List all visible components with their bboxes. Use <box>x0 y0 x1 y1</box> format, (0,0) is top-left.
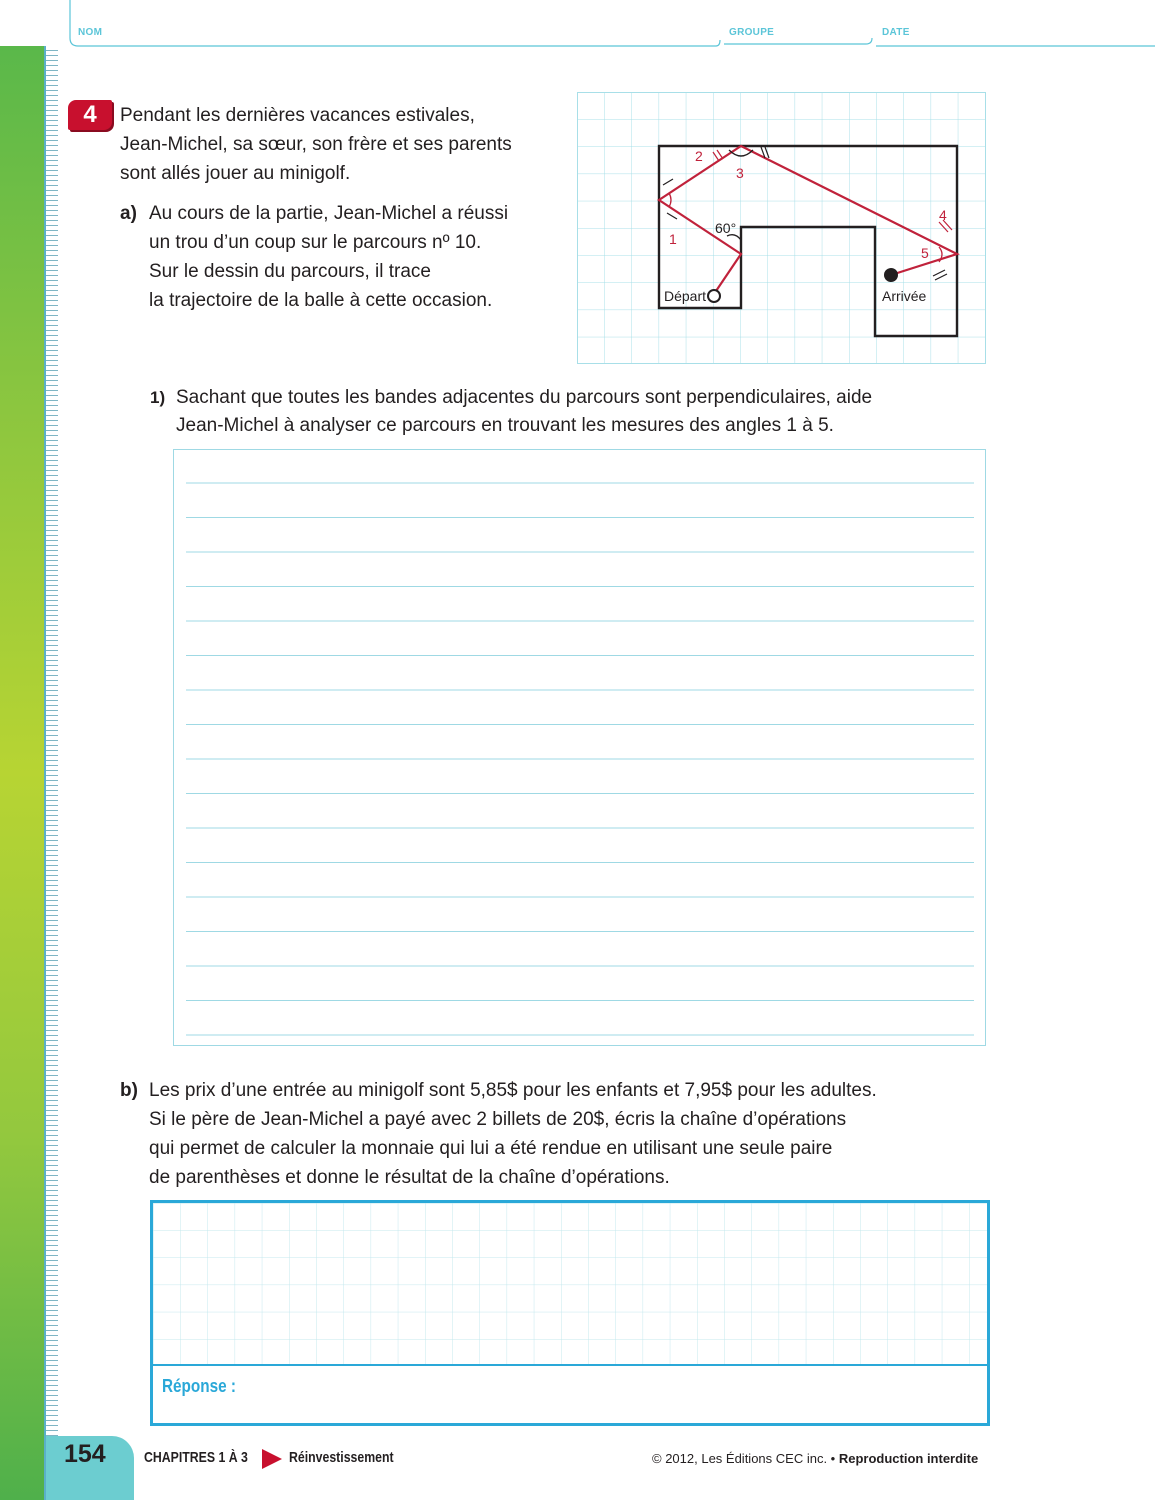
part-b-line: de parenthèses et donne le résultat de la chaîne d’opérations. <box>149 1167 670 1188</box>
start-hole-icon <box>708 290 720 302</box>
groupe-label: GROUPE <box>729 27 775 38</box>
nom-label: NOM <box>78 27 103 38</box>
part-a-label: a) <box>120 203 137 224</box>
question-1-line: Sachant que toutes les bandes adjacentes du parcours sont perpendiculaires, aide <box>176 387 873 408</box>
question-1-label: 1) <box>150 388 166 407</box>
part-a-line: un trou d’un coup sur le parcours nº 10. <box>149 232 482 253</box>
end-label: Arrivée <box>882 288 927 304</box>
date-label: DATE <box>882 27 910 38</box>
angle-label-1: 1 <box>669 231 677 247</box>
intro-line: sont allés jouer au minigolf. <box>120 163 351 184</box>
ruled-lines <box>174 450 984 1044</box>
angle-label-4: 4 <box>939 207 947 223</box>
intro-line: Pendant les dernières vacances estivales, <box>120 105 475 126</box>
page-number: 154 <box>64 1440 106 1468</box>
angle-label-2: 2 <box>695 148 703 164</box>
intro-line: Jean-Michel, sa sœur, son frère et ses parents <box>120 134 512 155</box>
response-label: Réponse : <box>162 1376 236 1396</box>
response-divider <box>153 1364 987 1366</box>
answer-area[interactable] <box>173 449 986 1046</box>
footer-section: Réinvestissement <box>289 1449 394 1466</box>
angle-given-label: 60° <box>715 220 737 236</box>
start-label: Départ <box>664 288 707 304</box>
part-a-line: la trajectoire de la balle à cette occasion. <box>149 290 493 311</box>
part-b-line: Si le père de Jean-Michel a payé avec 2 billets de 20$, écris la chaîne d’opérations <box>149 1109 847 1130</box>
copyright: © 2012, Les Éditions CEC inc. • Reproduction interdite <box>652 1451 979 1466</box>
problem-number-badge: 4 <box>68 100 112 130</box>
angle-label-3: 3 <box>736 165 744 181</box>
part-b-line: Les prix d’une entrée au minigolf sont 5,85$ pour les enfants et 7,95$ pour les adultes. <box>149 1080 877 1101</box>
calc-grid <box>153 1203 987 1365</box>
footer-chapter: CHAPITRES 1 À 3 <box>144 1449 248 1466</box>
part-b-line: qui permet de calculer la monnaie qui lui a été rendue en utilisant une seule paire <box>149 1138 833 1159</box>
binder-edge <box>44 46 58 1500</box>
question-1-line: Jean-Michel à analyser ce parcours en trouvant les mesures des angles 1 à 5. <box>176 415 834 436</box>
minigolf-course-diagram <box>577 92 986 364</box>
binder-spine <box>0 46 46 1500</box>
header-lines <box>0 0 1155 50</box>
part-b-label: b) <box>120 1080 138 1101</box>
angle-label-5: 5 <box>921 245 929 261</box>
end-hole-icon <box>884 268 898 282</box>
part-a-line: Sur le dessin du parcours, il trace <box>149 261 431 282</box>
play-arrow-icon <box>260 1448 284 1470</box>
calculation-area[interactable] <box>150 1200 990 1426</box>
part-a-line: Au cours de la partie, Jean-Michel a réussi <box>149 203 509 224</box>
